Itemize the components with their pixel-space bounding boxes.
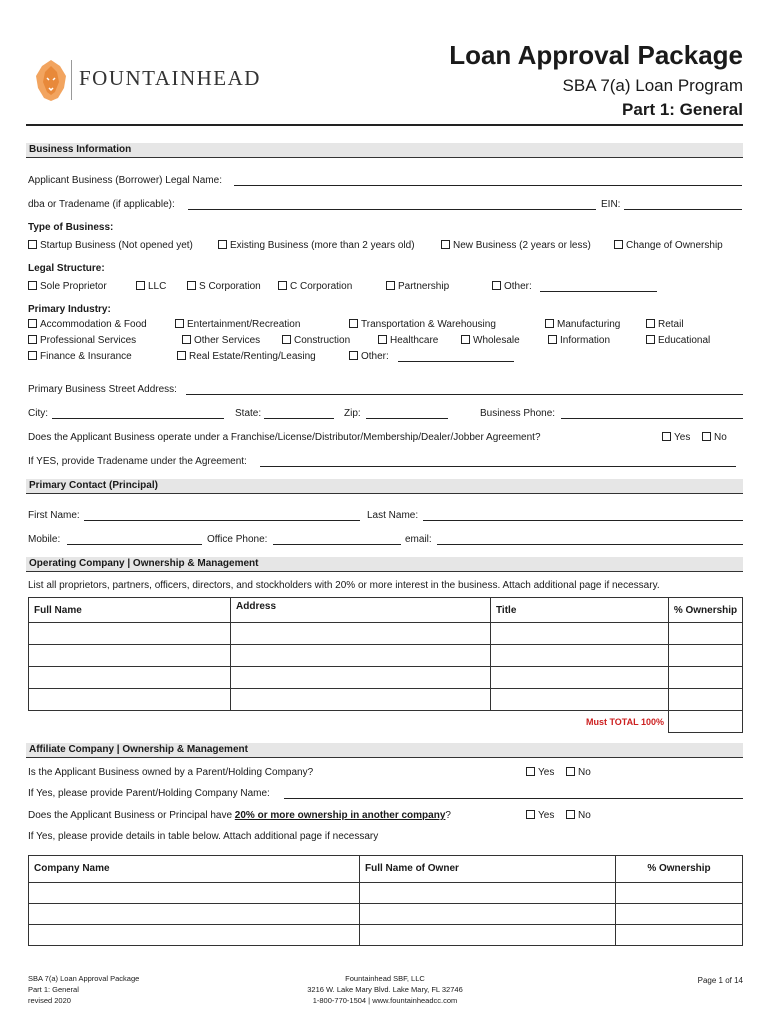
ownership-question [28,810,451,821]
checkbox-wholesale[interactable]: Wholesale [461,335,520,346]
section-operating-company [26,557,743,572]
checkbox-retail[interactable]: Retail [646,319,684,330]
checkbox-construction[interactable]: Construction [282,335,350,346]
office-phone-label: Office Phone: [207,534,268,545]
first-name-label: First Name: [28,510,80,521]
primary-industry-label: Primary Industry: [28,304,111,315]
checkbox-new-business[interactable]: New Business (2 years or less) [441,240,591,251]
checkbox-other-services[interactable]: Other Services [182,335,260,346]
checkbox-entertainment[interactable]: Entertainment/Recreation [175,319,300,330]
franchise-question: Does the Applicant Business operate under a Franchise/License/Distributor/Membership/Dealer/Jobber Agreement? [28,432,541,443]
column-header: Full Name of Owner [360,856,616,883]
business-phone-label: Business Phone: [480,408,556,419]
page-part: Part 1: General [622,100,743,119]
legal-structure-label: Legal Structure: [28,263,105,274]
ein-field[interactable] [624,209,742,210]
dba-label: dba or Tradename (if applicable): [28,199,175,210]
table-cell[interactable] [231,645,491,667]
checkbox-parent-yes[interactable]: Yes [526,767,554,778]
footer-line: revised 2020 [28,996,71,1005]
zip-field[interactable] [366,418,448,419]
section-business-info [26,143,743,158]
table-cell[interactable] [669,645,743,667]
table-cell[interactable] [231,667,491,689]
mobile-label: Mobile: [28,534,61,545]
table-row [29,623,743,645]
checkbox-franchise-yes[interactable]: Yes [662,432,690,443]
tradename-field[interactable] [260,466,736,467]
checkbox-information[interactable]: Information [548,335,610,346]
checkbox-accommodation[interactable]: Accommodation & Food [28,319,147,330]
table-cell[interactable] [29,689,231,711]
checkbox-industry-other[interactable]: Other: [349,351,389,362]
column-header: Full Name [29,598,231,623]
checkbox-partnership[interactable]: Partnership [386,281,449,292]
checkbox-startup[interactable]: Startup Business (Not opened yet) [28,240,193,251]
operating-instructions: List all proprietors, partners, officers, directors, and stockholders with 20% or more interest in the business. Attach additional page if necessary. [28,580,660,591]
industry-other-field[interactable] [398,361,514,362]
table-row [29,645,743,667]
section-affiliate-company [26,743,743,758]
zip-label: Zip: [344,408,361,419]
page-subtitle: SBA 7(a) Loan Program [562,76,743,95]
affiliate-details-note: If Yes, please provide details in table below. Attach additional page if necessary [28,831,379,842]
lion-logo-icon [34,58,68,102]
logo-text: FOUNTAINHEAD [79,66,261,90]
checkbox-real-estate[interactable]: Real Estate/Renting/Leasing [177,351,316,362]
checkbox-change-ownership[interactable]: Change of Ownership [614,240,723,251]
table-cell[interactable] [29,925,360,946]
column-header: Company Name [29,856,360,883]
street-address-label: Primary Business Street Address: [28,384,177,395]
first-name-field[interactable] [84,520,360,521]
table-cell[interactable] [231,623,491,645]
checkbox-existing[interactable]: Existing Business (more than 2 years old) [218,240,415,251]
checkbox-manufacturing[interactable]: Manufacturing [545,319,620,330]
table-row [29,925,743,946]
logo [34,58,274,104]
table-cell[interactable] [231,689,491,711]
footer-left [28,973,139,1006]
column-header: % Ownership [669,598,743,623]
city-label: City: [28,408,48,419]
affiliate-table [28,855,743,946]
checkbox-parent-no[interactable]: No [566,767,591,778]
table-cell[interactable] [616,883,743,904]
ownership-total-cell[interactable] [669,711,743,733]
state-field[interactable] [264,418,334,419]
column-header: Title [491,598,669,623]
checkbox-healthcare[interactable]: Healthcare [378,335,438,346]
table-cell[interactable] [491,689,669,711]
must-total-note: Must TOTAL 100% [29,711,669,733]
table-cell[interactable] [29,623,231,645]
type-of-business-label: Type of Business: [28,222,114,233]
table-cell[interactable] [491,667,669,689]
table-cell[interactable] [669,689,743,711]
table-cell[interactable] [360,904,616,925]
checkbox-ownership-yes[interactable]: Yes [526,810,554,821]
table-cell[interactable] [491,623,669,645]
parent-name-label: If Yes, please provide Parent/Holding Company Name: [28,788,270,799]
table-cell[interactable] [29,904,360,925]
parent-name-field[interactable] [284,798,743,799]
footer-line: 1-800-770-1504 | www.fountainheadcc.com [312,996,458,1005]
section-heading: Operating Company | Ownership & Management [29,558,259,569]
last-name-label: Last Name: [367,510,419,521]
ownership-question-text: Does the Applicant Business or Principal have [28,810,235,821]
table-row [29,689,743,711]
ownership-question-end: ? [445,810,451,821]
table-cell[interactable] [360,883,616,904]
column-header: % Ownership [616,856,743,883]
section-heading: Primary Contact (Principal) [29,480,158,491]
street-address-field[interactable] [186,394,743,395]
parent-company-question: Is the Applicant Business owned by a Parent/Holding Company? [28,767,314,778]
ownership-table [28,597,743,733]
section-heading: Business Information [29,144,132,155]
mobile-field[interactable] [67,544,202,545]
legal-other-field[interactable] [540,291,657,292]
last-name-field[interactable] [423,520,743,521]
table-cell[interactable] [616,904,743,925]
footer-center [280,973,490,1006]
footer-line: Fountainhead SBF, LLC [345,974,425,983]
checkbox-s-corp[interactable]: S Corporation [187,281,261,292]
table-cell[interactable] [669,667,743,689]
column-header: Address [231,598,491,623]
table-cell[interactable] [360,925,616,946]
checkbox-franchise-no[interactable]: No [702,432,727,443]
table-row [29,904,743,925]
header-rule [26,124,743,126]
city-field[interactable] [52,418,224,419]
legal-name-label: Applicant Business (Borrower) Legal Name: [28,175,222,186]
checkbox-finance[interactable]: Finance & Insurance [28,351,132,362]
office-phone-field[interactable] [273,544,401,545]
checkbox-llc[interactable]: LLC [136,281,166,292]
table-row [29,667,743,689]
ownership-question-emphasis: 20% or more ownership in another company [234,810,446,821]
checkbox-transportation[interactable]: Transportation & Warehousing [349,319,496,330]
checkbox-legal-other[interactable]: Other: [492,281,532,292]
checkbox-c-corp[interactable]: C Corporation [278,281,352,292]
page-title: Loan Approval Package [449,40,743,70]
table-cell[interactable] [491,645,669,667]
state-label: State: [235,408,262,419]
tradename-label: If YES, provide Tradename under the Agreement: [28,456,247,467]
section-heading: Affiliate Company | Ownership & Management [29,744,248,755]
section-primary-contact [26,479,743,494]
ein-label: EIN: [601,199,621,210]
business-phone-field[interactable] [561,418,743,419]
table-cell[interactable] [29,883,360,904]
footer-line: 3216 W. Lake Mary Blvd. Lake Mary, FL 32746 [307,985,463,994]
page-number: Page 1 of 14 [697,976,743,985]
dba-field[interactable] [188,209,596,210]
checkbox-ownership-no[interactable]: No [566,810,591,821]
footer-line: SBA 7(a) Loan Approval Package [28,974,140,983]
legal-name-field[interactable] [234,185,742,186]
table-row [29,883,743,904]
table-cell[interactable] [29,645,231,667]
table-cell[interactable] [29,667,231,689]
checkbox-professional[interactable]: Professional Services [28,335,136,346]
email-label: email: [405,534,432,545]
table-cell[interactable] [616,925,743,946]
table-cell[interactable] [669,623,743,645]
checkbox-sole-proprietor[interactable]: Sole Proprietor [28,281,107,292]
email-field[interactable] [437,544,743,545]
footer-line: Part 1: General [28,985,79,994]
checkbox-educational[interactable]: Educational [646,335,710,346]
